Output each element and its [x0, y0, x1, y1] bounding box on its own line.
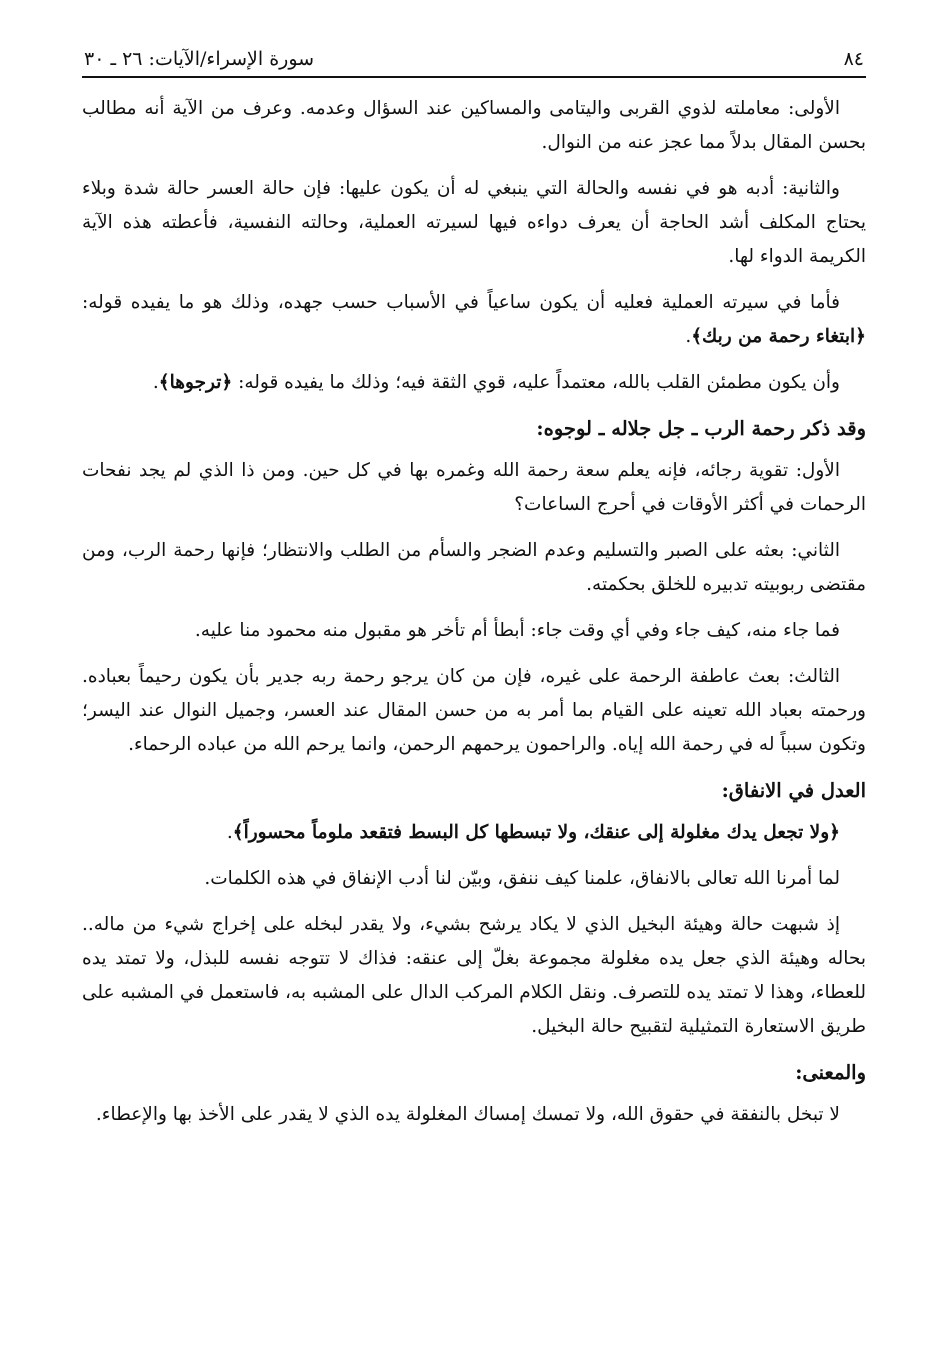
paragraph-3-text: فأما في سيرته العملية فعليه أن يكون ساعياً في الأسباب حسب جهده، وذلك هو ما يفيده قوله:	[82, 292, 840, 313]
paragraph-second-reason: الثاني: بعثه على الصبر والتسليم وعدم الضجر والسأم من الطلب والانتظار؛ فإنها رحمة الرب، ومن مقتضى ربوبيته تدبيره للخلق بحكمته.	[82, 540, 866, 595]
page-number: ٨٤	[843, 48, 864, 70]
paragraph-first-reason: الأول: تقوية رجائه، فإنه يعلم سعة رحمة الله وغمره بها في كل حين. ومن ذا الذي لم يجد نفحات الرحمات في أكثر الأوقات في أحرج الساعات؟	[82, 460, 866, 515]
paragraph-1: الأولى: معاملته لذوي القربى واليتامى والمساكين عند السؤال وعدمه. وعرف من الآية أنه مطالب بحسن المقال بدلاً مما عجز عنه من النوال.	[82, 98, 866, 153]
section-heading-reasons: وقد ذكر رحمة الرب ـ جل جلاله ـ لوجوه:	[536, 417, 866, 440]
paragraph-2: والثانية: أدبه هو في نفسه والحالة التي ينبغي له أن يكون عليها: فإن حالة العسر حالة شدة وبلاء يحتاج المكلف أشد الحاجة أن يعرف دواءه فيها لسيرته العملية، وحالته النفسية، فأعطته هذه الآية الكريمة الدواء لها.	[82, 178, 866, 267]
paragraph-4	[82, 366, 866, 400]
paragraph-4-text: وأن يكون مطمئن القلب بالله، معتمداً عليه، قوي الثقة فيه؛ وذلك ما يفيده قوله:	[232, 372, 840, 393]
section-heading-spending: العدل في الانفاق:	[721, 779, 866, 802]
paragraph-3-end: .	[685, 326, 692, 347]
paragraph-spending-1: لما أمرنا الله تعالى بالانفاق، علمنا كيف ننفق، وبيّن لنا أدب الإنفاق في هذه الكلمات.	[204, 868, 840, 889]
quranic-quote-3: ﴿ولا تجعل يدك مغلولة إلى عنقك، ولا تبسطها كل البسط فتقعد ملوماً محسوراً﴾	[232, 822, 840, 843]
paragraph-whatever-comes: فما جاء منه، كيف جاء وفي أي وقت جاء: أبطأ أم تأخر هو مقبول منه محمود منا عليه.	[194, 620, 840, 641]
quranic-quote-1: ﴿ابتغاء رحمة من ربك﴾	[691, 326, 866, 347]
paragraph-3	[82, 286, 866, 354]
quranic-quote-2: ﴿ترجوها﴾	[158, 372, 233, 393]
paragraph-4-end: .	[152, 372, 159, 393]
paragraph-third-reason: الثالث: بعث عاطفة الرحمة على غيره، فإن من كان يرجو رحمة ربه جدير بأن يكون رحيماً بعباده. ورحمته بعباد الله تعينه على القيام بما أمر به من حسن المقال عند العسر، وجميل النوال عند اليسر؛ وتكون سبباً له في رحمة الله إياه. والراحمون يرحمهم الرحمن، وانما يرحم الله من عباده الرحماء.	[82, 666, 866, 755]
paragraph-meaning: لا تبخل بالنفقة في حقوق الله، ولا تمسك إمساك المغلولة يده الذي لا يقدر على الأخذ بها والإعطاء.	[95, 1104, 840, 1125]
book-page	[82, 42, 866, 1144]
page-body	[82, 78, 866, 1132]
verse-line	[82, 816, 866, 850]
running-title: سورة الإسراء/الآيات: ٢٦ ـ ٣٠	[84, 48, 315, 70]
verse-end: .	[226, 822, 233, 843]
page-header	[82, 42, 866, 78]
paragraph-spending-2: إذ شبهت حالة وهيئة البخيل الذي لا يكاد يرشح بشيء، ولا يقدر لبخله على إخراج شيء من ماله.. بحاله وهيئة الذي جعل يده مغلولة مجموعة بغلّ إلى عنقه: فذاك لا تتوجه نفسه للبذل، ولا تمتد يده للعطاء، وهذا لا تمتد يده للتصرف. ونقل الكلام المركب الدال على المشبه به، فاستعمل في المشبه على طريق الاستعارة التمثيلية لتقبيح حالة البخيل.	[82, 914, 866, 1037]
section-heading-meaning: والمعنى:	[795, 1061, 866, 1084]
